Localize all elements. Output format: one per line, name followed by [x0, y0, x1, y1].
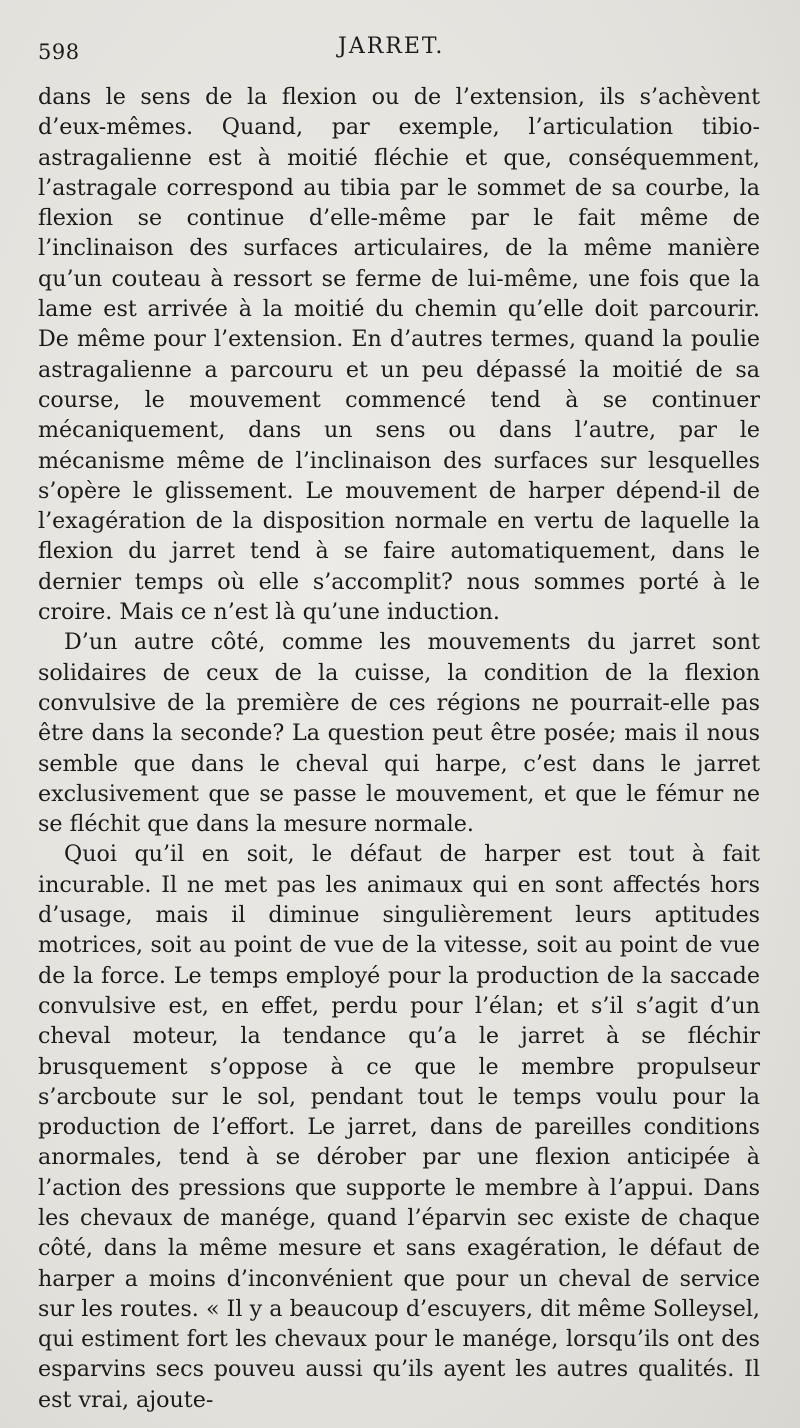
page-number: 598 [38, 40, 80, 64]
running-head: JARRET. [338, 34, 445, 59]
paragraph-3: Quoi qu’il en soit, le défaut de harper est tout à fait incurable. Il ne met pas les animaux qui en sont affectés hors d’usage, mais il diminue singulièrement leurs aptitudes motrices, soit au point de vue de la vitesse, soit au point de vue de la force. Le temps employé pour la production de la saccade convulsive est, en effet, perdu pour l’élan; et s’il s’agit d’un cheval moteur, la tendance qu’a le jarret à se fléchir brusquement s’oppose à ce que le membre propulseur s’arcboute sur le sol, pendant tout le temps voulu pour la production de l’effort. Le jarret, dans de pareilles conditions anormales, tend à se dérober par une flexion anticipée à l’action des pressions que supporte le membre à l’appui. Dans les chevaux de manége, quand l’éparvin sec existe de chaque côté, dans la même mesure et sans exagération, le défaut de harper a moins d’inconvénient que pour un cheval de service sur les routes. « Il y a beaucoup d’escuyers, dit même Solleysel, qui estiment fort les chevaux pour le manége, lorsqu’ils ont des esparvins secs pouveu aussi qu’ils ayent les autres qualités. Il est vrai, ajoute- [38, 841, 760, 1413]
page-header [38, 30, 768, 70]
body-text [38, 82, 760, 1415]
paragraph-1: dans le sens de la flexion ou de l’extension, ils s’achèvent d’eux-mêmes. Quand, par exemple, l’articulation tibio-astragalienne est à moitié fléchie et que, conséquemment, l’astragale correspond au tibia par le sommet de sa courbe, la flexion se continue d’elle-même par le fait même de l’inclinaison des surfaces articulaires, de la même manière qu’un couteau à ressort se ferme de lui-même, une fois que la lame est arrivée à la moitié du chemin qu’elle doit parcourir. De même pour l’extension. En d’autres termes, quand la poulie astragalienne a parcouru et un peu dépassé la moitié de sa course, le mouvement commencé tend à se continuer mécaniquement, dans un sens ou dans l’autre, par le mécanisme même de l’inclinaison des surfaces sur lesquelles s’opère le glissement. Le mouvement de harper dépend-il de l’exagération de la disposition normale en vertu de laquelle la flexion du jarret tend à se faire automatiquement, dans le dernier temps où elle s’accomplit? nous sommes porté à le croire. Mais ce n’est là qu’une induction. [38, 84, 760, 626]
paragraph-2: D’un autre côté, comme les mouvements du jarret sont solidaires de ceux de la cuisse, la condition de la flexion convulsive de la première de ces régions ne pourrait-elle pas être dans la seconde? La question peut être posée; mais il nous semble que dans le cheval qui harpe, c’est dans le jarret exclusivement que se passe le mouvement, et que le fémur ne se fléchit que dans la mesure normale. [38, 629, 760, 838]
